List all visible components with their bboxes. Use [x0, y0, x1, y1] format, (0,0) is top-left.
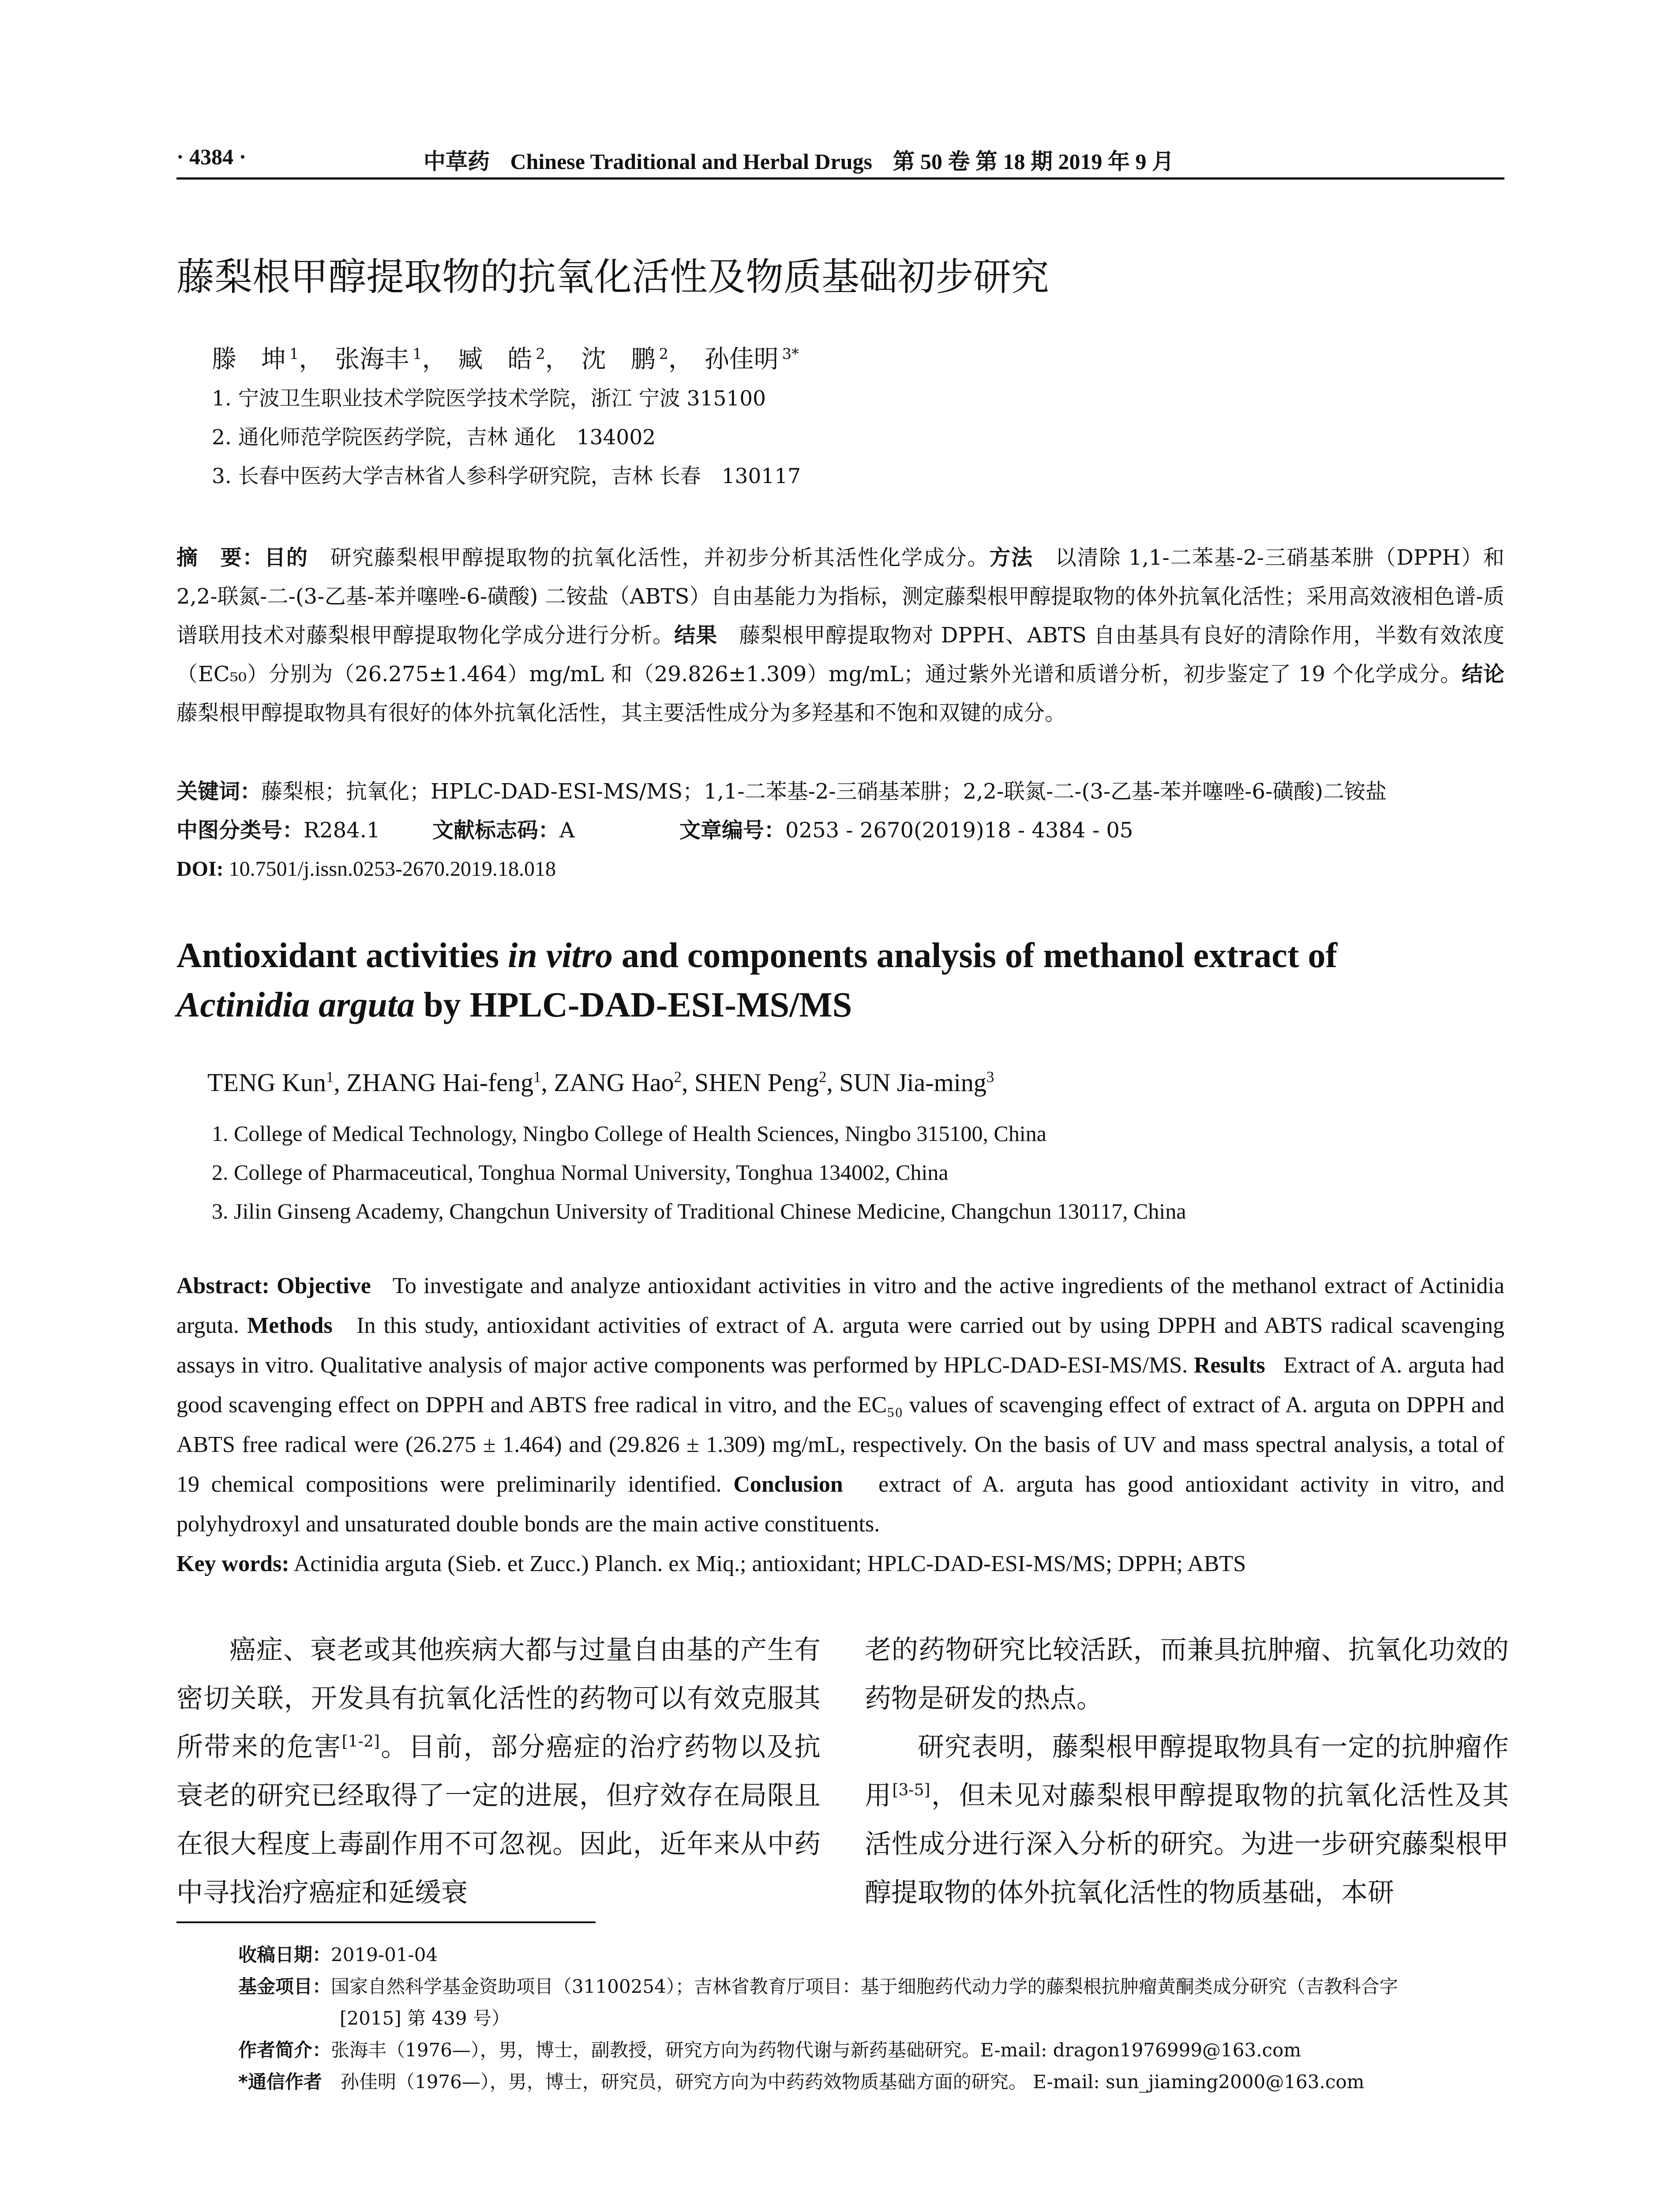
page-number: · 4384 ·	[176, 144, 247, 169]
journal-name-en: Chinese Traditional and Herbal Drugs	[510, 149, 872, 174]
footnote-received: 收稿日期：2019-01-04	[238, 1944, 438, 1966]
running-header	[176, 140, 1504, 180]
authors-en: TENG Kun$^1$, ZHANG Hai-feng$^1$, ZANG Hao$^2$, SHEN Peng$^2$, SUN Jia-ming$^3$	[207, 1068, 994, 1097]
footnote-fund-cont: [2015] 第 439 号）	[340, 2007, 510, 2029]
footnote-fund: 基金项目：国家自然科学基金资助项目（31100254）；吉林省教育厅项目：基于细胞药代动力学的藤梨根抗肿瘤黄酮类成分研究（吉教科合字	[238, 1976, 1398, 1997]
title-cn: 藤梨根甲醇提取物的抗氧化活性及物质基础初步研究	[176, 255, 1049, 299]
affiliation-en: 1. College of Medical Technology, Ningbo College of Health Sciences, Ningbo 315100, China	[212, 1121, 1046, 1146]
body-column-right	[865, 1626, 1509, 1917]
affiliation-cn: 2. 通化师范学院医药学院，吉林 通化 134002	[212, 425, 656, 450]
author-cn: 张海丰 $^1$，	[335, 345, 447, 374]
affiliation-cn: 1. 宁波卫生职业技术学院医学技术学院，浙江 宁波 315100	[212, 386, 766, 411]
body-paragraph: 研究表明，藤梨根甲醇提取物具有一定的抗肿瘤作用[3-5]，但未见对藤梨根甲醇提取物的抗氧化活性及其活性成分进行深入分析的研究。为进一步研究藤梨根甲醇提取物的体外抗氧化活性的物质基础，本研	[865, 1732, 1509, 1908]
keywords-en: Key words: Actinidia arguta (Sieb. et Zucc.) Planch. ex Miq.; antioxidant; HPLC-DAD-ESI-MS/MS; DPPH; ABTS	[176, 1551, 1246, 1576]
author-cn: 臧 皓 $^2$，	[458, 345, 570, 374]
journal-name-cn: 中草药	[424, 149, 490, 174]
abstract-cn: 摘 要：目的 研究藤梨根甲醇提取物的抗氧化活性，并初步分析其活性化学成分。方法 以清除 1,1-二苯基-2-三硝基苯肼（DPPH）和 2,2-联氮-二-(3-乙基-苯并噻唑-6-磺酸) 二铵盐（ABTS）自由基能力为指标，测定藤梨根甲醇提取物的体外抗氧化活性；采用高效液相色谱-质谱联用技术对藤梨根甲醇提取物化学成分进行分析。结果 藤梨根甲醇提取物对 DPPH、ABTS 自由基具有良好的清除作用，半数有效浓度（EC₅₀）分别为（26.275±1.464）mg/mL 和（29.826±1.309）mg/mL；通过紫外光谱和质谱分析，初步鉴定了 19 个化学成分。结论 藤梨根甲醇提取物具有很好的体外抗氧化活性，其主要活性成分为多羟基和不饱和双键的成分。	[176, 545, 1504, 725]
footnote-corresponding: *通信作者 孙佳明（1976—），男，博士，研究员，研究方向为中药药效物质基础方面的研究。 E-mail: sun_jiaming2000@163.com	[238, 2071, 1365, 2093]
title-en: Antioxidant activities in vitro and components analysis of methanol extract of Actinidia arguta by HPLC-DAD-ESI-MS/MS	[176, 936, 1338, 1024]
body-paragraph: 癌症、衰老或其他疾病大都与过量自由基的产生有密切关联，开发具有抗氧化活性的药物可以有效克服其所带来的危害[1-2]。目前，部分癌症的治疗药物以及抗衰老的研究已经取得了一定的进展，但疗效存在局限且在很大程度上毒副作用不可忽视。因此，近年来从中药中寻找治疗癌症和延缓衰	[176, 1635, 821, 1908]
footnote-author: 作者简介：张海丰（1976—），男，博士，副教授，研究方向为药物代谢与新药基础研究。E-mail: dragon1976999@163.com	[238, 2039, 1301, 2061]
journal-issue: 第 50 卷 第 18 期 2019 年 9 月	[892, 149, 1174, 174]
author-cn: 孙佳明 $^{3*}$	[704, 345, 799, 374]
affiliations-en	[212, 1114, 1186, 1231]
affiliations-cn	[212, 379, 801, 496]
journal-line	[424, 144, 1189, 176]
footnote-divider	[176, 1921, 596, 1923]
body-paragraph: 老的药物研究比较活跃，而兼具抗肿瘤、抗氧化功效的药物是研发的热点。	[865, 1635, 1509, 1714]
body-column-left	[176, 1626, 821, 1917]
abstract-en: Abstract: Objective To investigate and analyze antioxidant activities in vitro and the active ingredients of the methanol extract of Actinidia arguta. Methods In this study, antioxidant activities of extract of A. arguta were carried out by using DPPH and ABTS radical scavenging assays in vitro. Qualitative analysis of major active components was performed by HPLC-DAD-ESI-MS/MS. Results Extract of A. arguta had good scavenging effect on DPPH and ABTS free radical in vitro, and the EC₅₀ values of scavenging effect of extract of A. arguta on DPPH and ABTS free radical were (26.275 ± 1.464) and (29.826 ± 1.309) mg/mL, respectively. On the basis of UV and mass spectral analysis, a total of 19 chemical compositions were preliminarily identified. Conclusion extract of A. arguta has good antioxidant activity in vitro, and polyhydroxyl and unsaturated double bonds are the main active constituents.	[176, 1273, 1505, 1537]
affiliation-en: 3. Jilin Ginseng Academy, Changchun University of Traditional Chinese Medicine, Changchun 130117, China	[212, 1199, 1186, 1223]
author-cn: 滕 坤 $^1$，	[212, 345, 324, 374]
author-cn: 沈 鹏 $^2$，	[581, 345, 693, 374]
keywords-cn: 关键词：藤梨根；抗氧化；HPLC-DAD-ESI-MS/MS；1,1-二苯基-2-三硝基苯肼；2,2-联氮-二-(3-乙基-苯并噻唑-6-磺酸)二铵盐	[176, 779, 1387, 804]
authors-cn	[212, 340, 802, 375]
classification-row: 中图分类号：R284.1 文献标志码：A 文章编号：0253 - 2670(2019)18 - 4384 - 05	[176, 818, 1133, 843]
doi: DOI: 10.7501/j.issn.0253-2670.2019.18.018	[176, 857, 556, 881]
affiliation-en: 2. College of Pharmaceutical, Tonghua Normal University, Tonghua 134002, China	[212, 1160, 949, 1185]
footnotes	[238, 1939, 1504, 2098]
affiliation-cn: 3. 长春中医药大学吉林省人参科学研究院，吉林 长春 130117	[212, 464, 801, 488]
